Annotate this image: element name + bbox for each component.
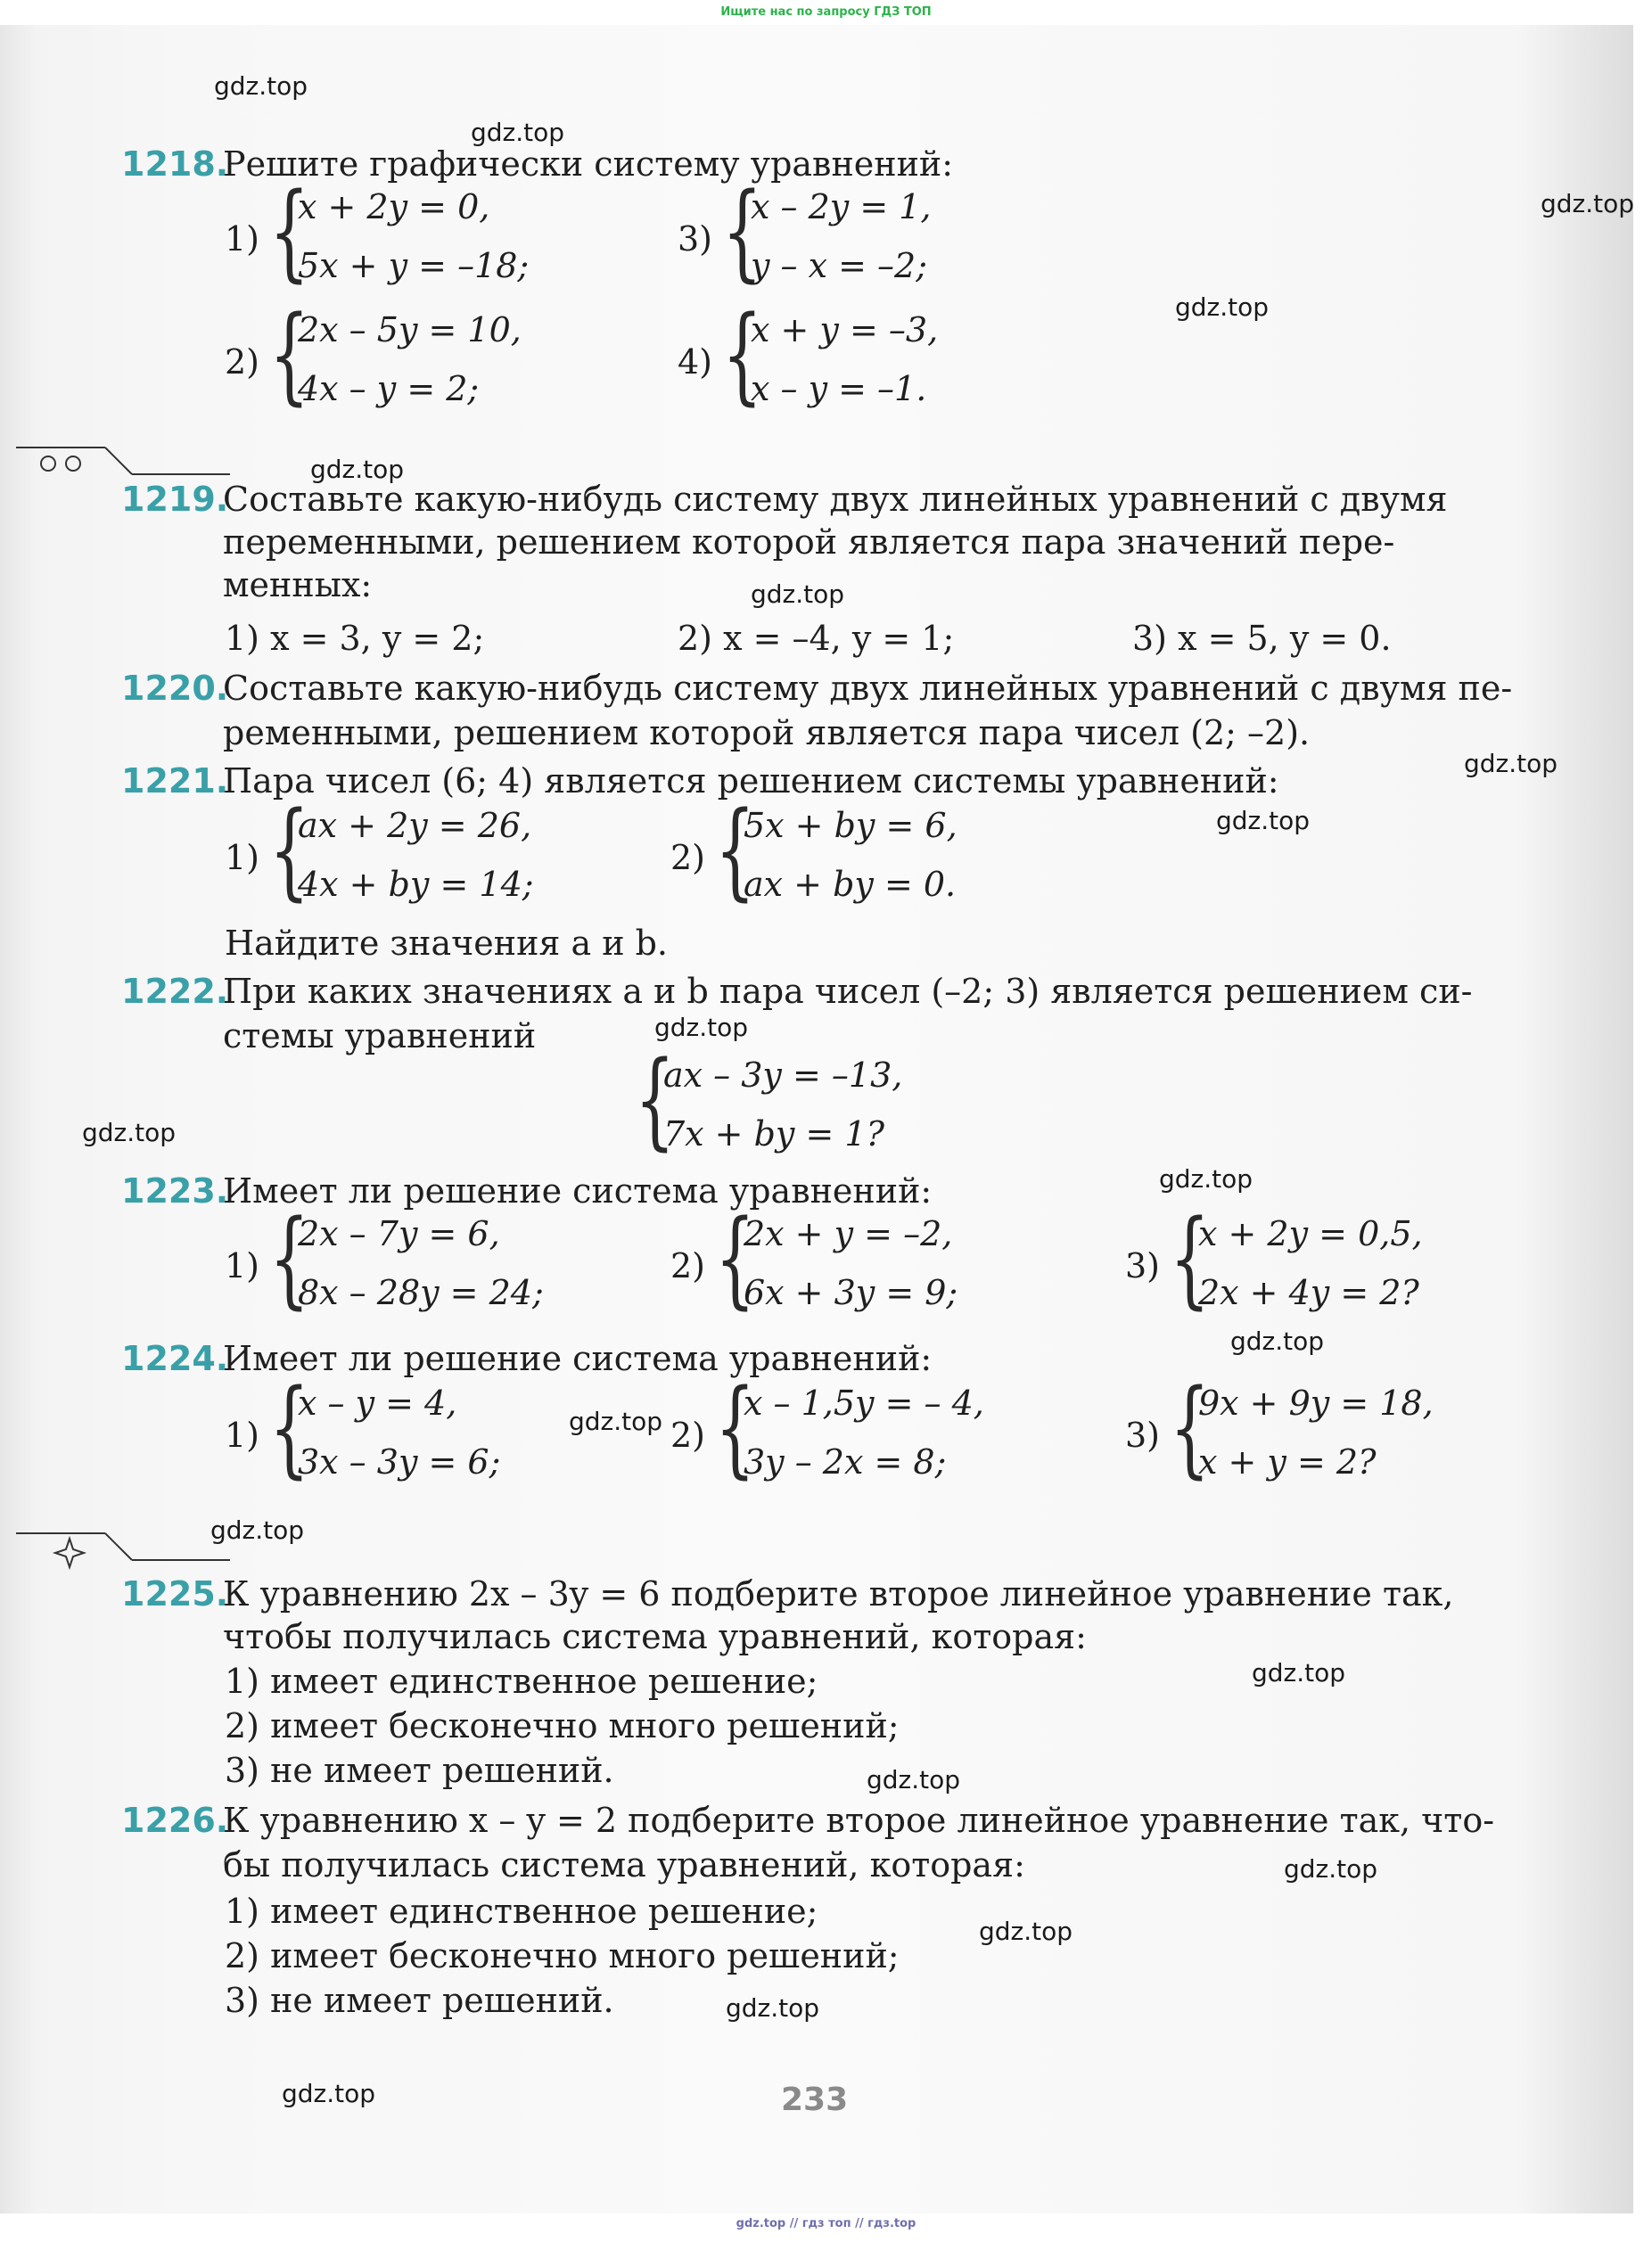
equation: 2x + y = –2,	[744, 1214, 953, 1253]
problem-text: Имеет ли решение система уравнений:	[223, 1171, 933, 1211]
brace-icon: {	[1170, 1196, 1211, 1319]
problem-text: ременными, решением которой является пара чисел (2; –2).	[223, 713, 1311, 752]
problem-number: 1218.	[121, 144, 229, 184]
problem-number: 1226.	[121, 1801, 229, 1840]
option-text: 3) не имеет решений.	[225, 1751, 614, 1790]
problem-text: При каких значениях a и b пара чисел (–2; 3) является решением си-	[223, 972, 1473, 1011]
equation: ax – 3y = –13,	[663, 1055, 903, 1095]
brace-icon: {	[715, 1366, 756, 1489]
brace-icon: {	[635, 1038, 676, 1161]
equation: 3x – 3y = 6;	[298, 1442, 501, 1482]
option-text: 2) имеет бесконечно много решений;	[225, 1936, 900, 1975]
equation: 9x + 9y = 18,	[1198, 1384, 1434, 1423]
problem-number: 1219.	[121, 480, 229, 519]
equation: 2x – 7y = 6,	[298, 1214, 500, 1253]
equation: 5x + by = 6,	[744, 806, 958, 845]
brace-icon: {	[269, 292, 310, 415]
watermark: gdz.top	[310, 455, 405, 484]
brace-icon: {	[722, 169, 763, 292]
watermark: gdz.top	[979, 1917, 1073, 1946]
watermark: gdz.top	[1464, 749, 1558, 778]
problem-text: Найдите значения a и b.	[225, 924, 669, 963]
system-label: 1)	[225, 219, 260, 259]
section-divider-icon	[16, 444, 230, 480]
watermark: gdz.top	[282, 2079, 376, 2108]
star-divider-icon	[16, 1530, 230, 1571]
watermark: gdz.top	[751, 579, 845, 609]
problem-text: переменными, решением которой является пара значений пере-	[223, 522, 1395, 562]
watermark: gdz.top	[1159, 1164, 1253, 1194]
problem-text: чтобы получилась система уравнений, которая:	[223, 1617, 1087, 1656]
equation: 4x – y = 2;	[298, 369, 480, 408]
option-text: 1) имеет единственное решение;	[225, 1892, 818, 1931]
brace-icon: {	[1170, 1366, 1211, 1489]
system-label: 1)	[225, 1246, 260, 1285]
equation: x – 1,5y = – 4,	[744, 1384, 984, 1423]
problem-text: К уравнению x – y = 2 подберите второе линейное уравнение так, что-	[223, 1801, 1495, 1840]
equation: 6x + 3y = 9;	[744, 1273, 958, 1312]
watermark: gdz.top	[1284, 1854, 1378, 1884]
watermark: gdz.top	[210, 1515, 305, 1545]
system-label: 3)	[1125, 1246, 1161, 1285]
problem-text: К уравнению 2x – 3y = 6 подберите второе линейное уравнение так,	[223, 1574, 1454, 1614]
equation: 7x + by = 1?	[663, 1114, 884, 1154]
watermark: gdz.top	[1230, 1326, 1325, 1356]
equation: 2x – 5y = 10,	[298, 310, 522, 349]
brace-icon: {	[269, 169, 310, 292]
problem-text: Решите графически систему уравнений:	[223, 144, 954, 184]
brace-icon: {	[722, 292, 763, 415]
watermark: gdz.top	[1175, 292, 1270, 322]
brace-icon: {	[269, 1366, 310, 1489]
equation: ax + by = 0.	[744, 865, 957, 904]
system-label: 1)	[225, 838, 260, 877]
option-text: 1) x = 3, y = 2;	[225, 619, 485, 658]
problem-text: бы получилась система уравнений, которая:	[223, 1845, 1025, 1885]
watermark: gdz.top	[214, 71, 308, 101]
system-label: 3)	[678, 219, 713, 259]
watermark: gdz.top	[82, 1118, 177, 1147]
system-label: 4)	[678, 342, 713, 382]
option-text: 3) не имеет решений.	[225, 1981, 614, 2020]
watermark: gdz.top	[471, 118, 565, 147]
bottom-note: gdz.top // гдз топ // гдз.top	[736, 2217, 916, 2230]
equation: 5x + y = –18;	[298, 246, 530, 285]
equation: x – y = 4,	[298, 1384, 457, 1423]
top-note: Ищите нас по запросу ГДЗ ТОП	[720, 5, 932, 19]
system-label: 2)	[225, 342, 260, 382]
system-label: 2)	[670, 1416, 706, 1455]
equation: y – x = –2;	[751, 246, 928, 285]
problem-text: Пара чисел (6; 4) является решением системы уравнений:	[223, 761, 1279, 801]
watermark: gdz.top	[1216, 806, 1311, 835]
watermark: gdz.top	[569, 1407, 663, 1436]
equation: x – 2y = 1,	[751, 187, 932, 226]
problem-number: 1222.	[121, 972, 229, 1011]
equation: 8x – 28y = 24;	[298, 1273, 544, 1312]
brace-icon: {	[715, 788, 756, 911]
problem-number: 1223.	[121, 1171, 229, 1211]
brace-icon: {	[715, 1196, 756, 1319]
problem-number: 1224.	[121, 1339, 229, 1378]
equation: 2x + 4y = 2?	[1198, 1273, 1419, 1312]
option-text: 2) имеет бесконечно много решений;	[225, 1706, 900, 1745]
equation: x + y = 2?	[1198, 1442, 1377, 1482]
equation: x + 2y = 0,5,	[1198, 1214, 1423, 1253]
watermark: gdz.top	[726, 1993, 820, 2023]
brace-icon: {	[269, 788, 310, 911]
problem-number: 1221.	[121, 761, 229, 801]
watermark: gdz.top	[1252, 1658, 1346, 1688]
problem-text: Составьте какую-нибудь систему двух линейных уравнений с двумя	[223, 480, 1448, 519]
equation: 3y – 2x = 8;	[744, 1442, 947, 1482]
equation: ax + 2y = 26,	[298, 806, 532, 845]
option-text: 1) имеет единственное решение;	[225, 1662, 818, 1701]
system-label: 2)	[670, 1246, 706, 1285]
equation: x + y = –3,	[751, 310, 939, 349]
problem-number: 1220.	[121, 669, 229, 708]
problem-text: менных:	[223, 565, 373, 604]
system-label: 3)	[1125, 1416, 1161, 1455]
equation: 4x + by = 14;	[298, 865, 534, 904]
system-label: 1)	[225, 1416, 260, 1455]
option-text: 2) x = –4, y = 1;	[678, 619, 955, 658]
watermark: gdz.top	[867, 1765, 961, 1794]
equation: x – y = –1.	[751, 369, 927, 408]
system-label: 2)	[670, 838, 706, 877]
watermark: gdz.top	[654, 1013, 749, 1042]
option-text: 3) x = 5, y = 0.	[1132, 619, 1392, 658]
problem-text: стемы уравнений	[223, 1016, 537, 1055]
equation: x + 2y = 0,	[298, 187, 490, 226]
watermark: gdz.top	[1541, 189, 1635, 218]
problem-text: Имеет ли решение система уравнений:	[223, 1339, 933, 1378]
problem-number: 1225.	[121, 1574, 229, 1614]
problem-text: Составьте какую-нибудь систему двух линейных уравнений с двумя пе-	[223, 669, 1513, 708]
page-number: 233	[781, 2082, 849, 2118]
brace-icon: {	[269, 1196, 310, 1319]
